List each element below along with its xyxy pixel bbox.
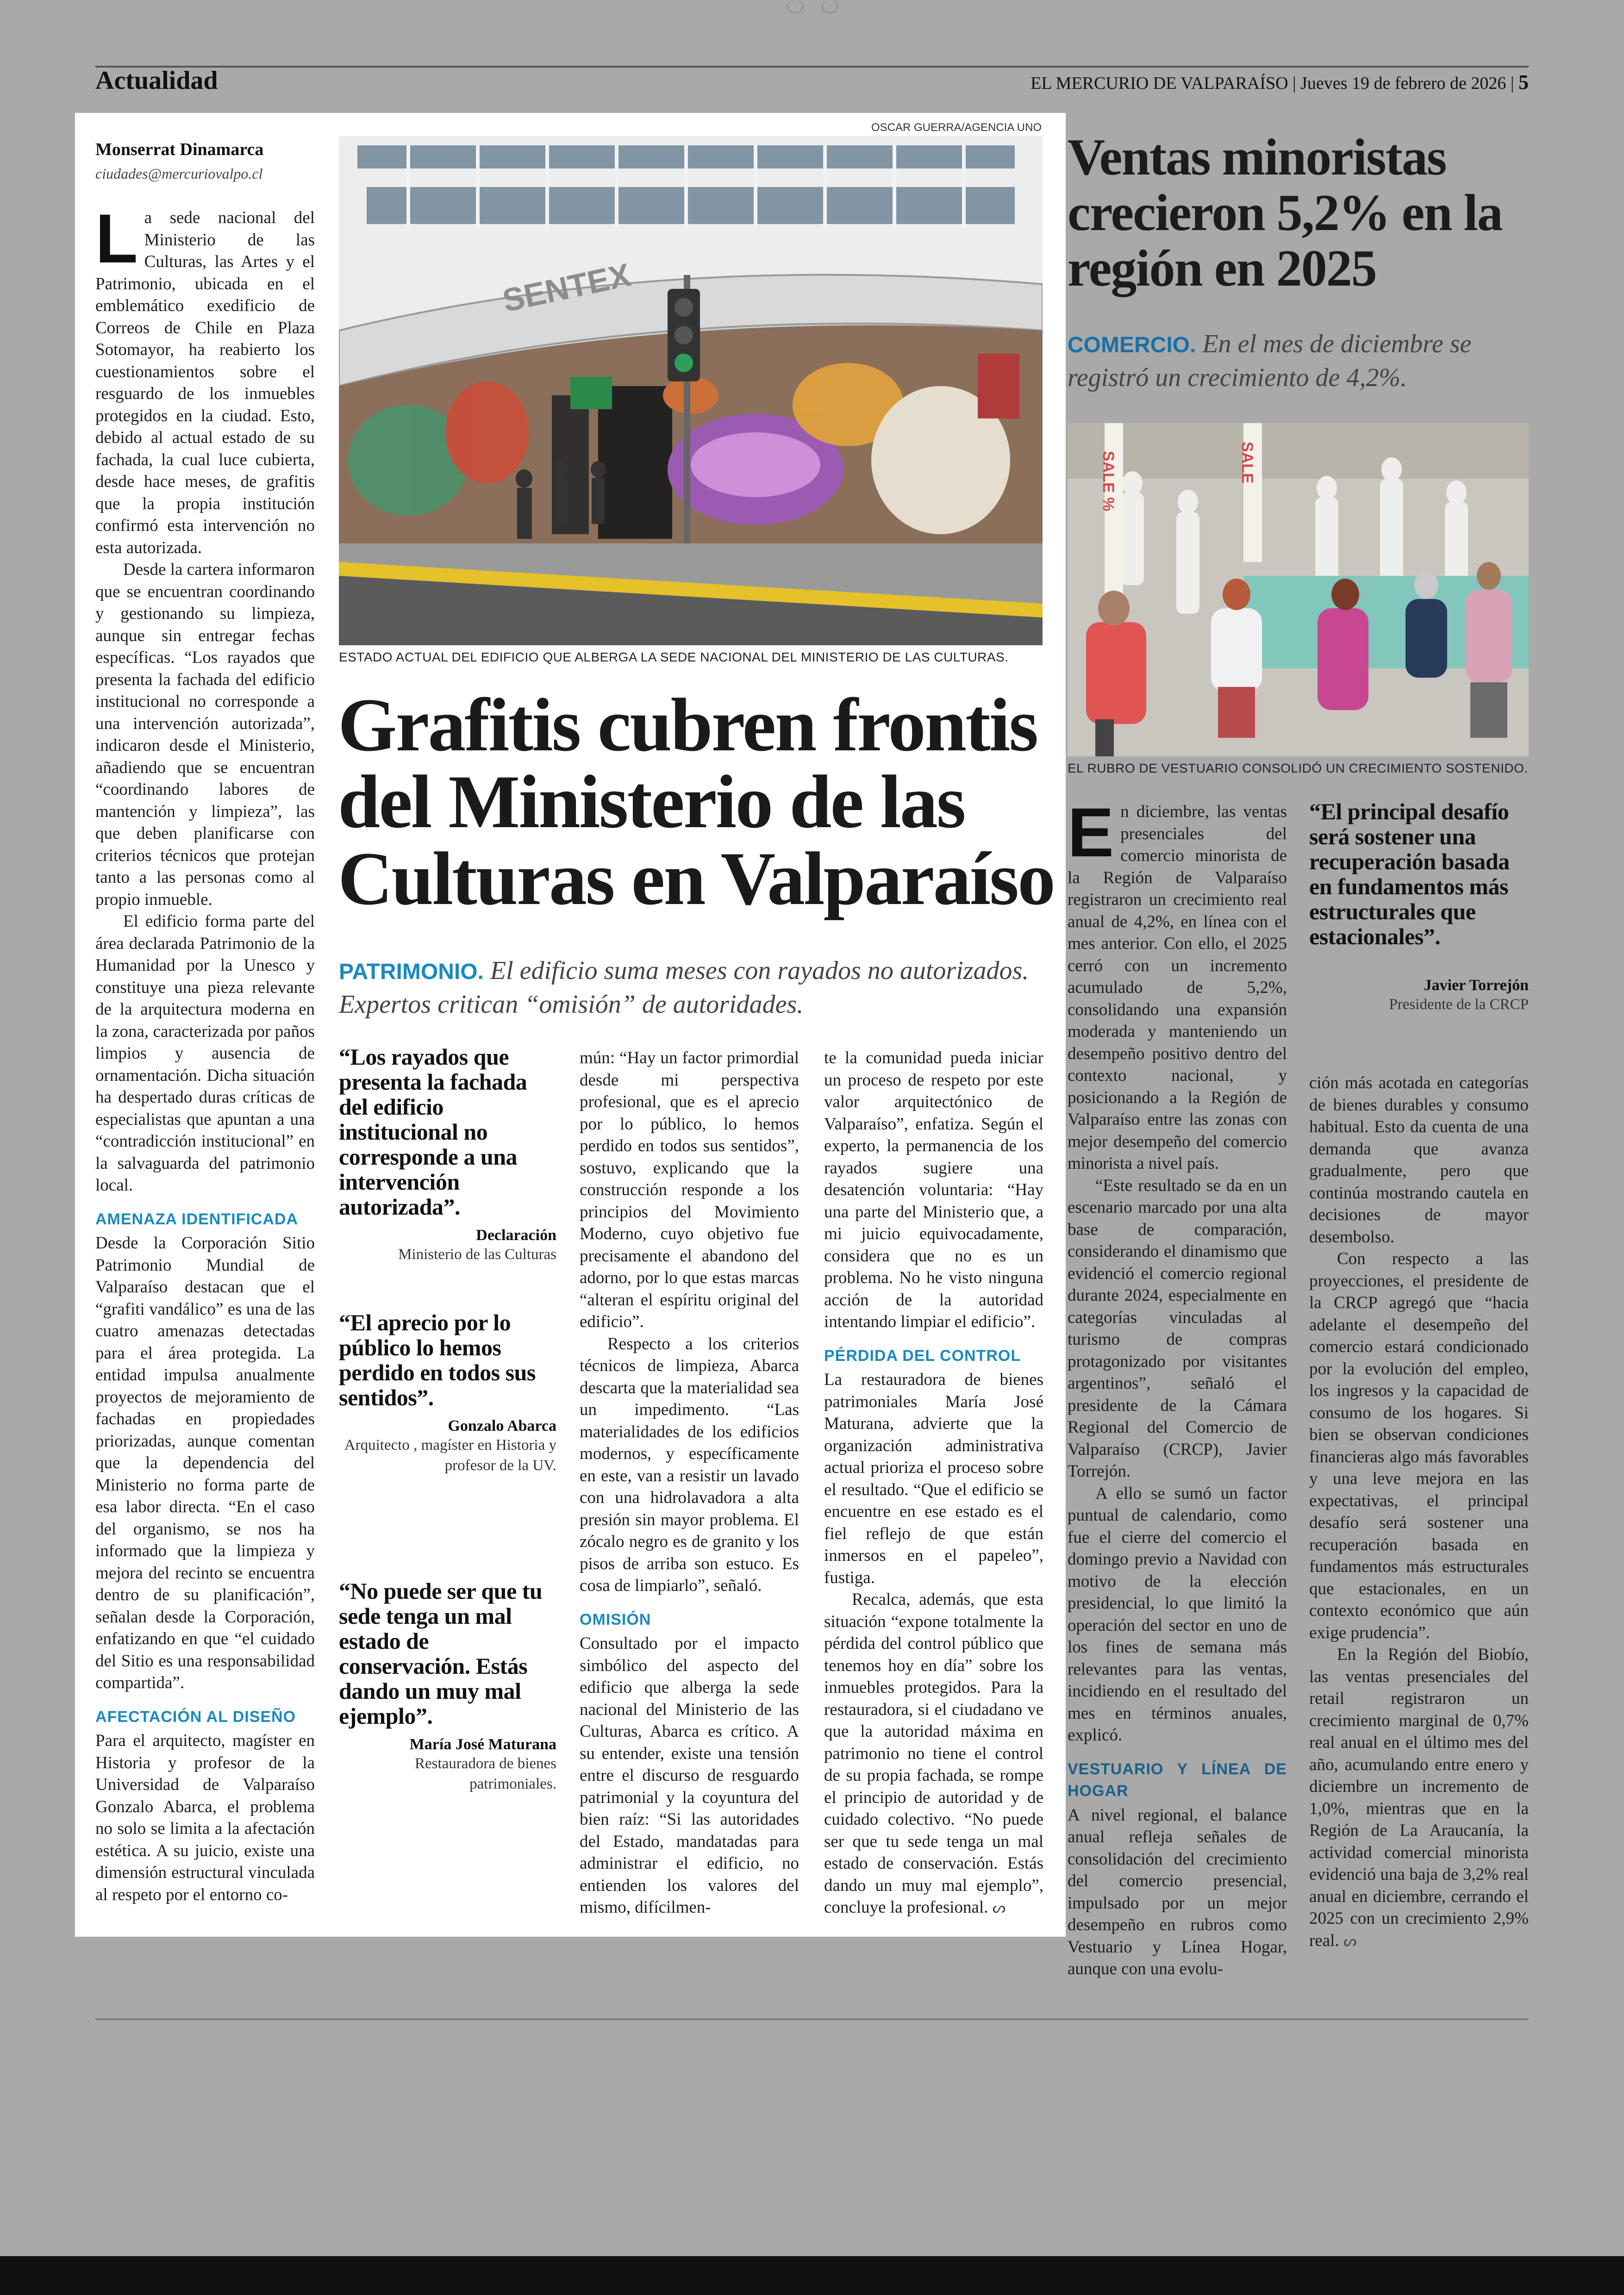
building-graffiti-illustration [339,136,1043,645]
byline-name: Monserrat Dinamarca [95,140,264,159]
paragraph: Consultado por el impacto simbólico del aspecto del edificio que alberga la sede nacional del Ministerio de las Culturas, Abarca es crítico. A su entender, existe una tensión entre el discurso de resguardo patrimonial y la coyuntura del bien raíz: “Si las autoridades del Estado, mandatadas para administrar el edificio, no entienden los valores del mismo, difícilmen- [580,1634,799,1917]
byline-email[interactable]: ciudades@mercuriovalpo.cl [95,165,263,182]
quote-author: Gonzalo Abarca [448,1417,556,1434]
side-article-colB [1309,1072,1529,1952]
pull-quote-3 [339,1578,556,1794]
photo-caption: ESTADO ACTUAL DEL EDIFICIO QUE ALBERGA LA SEDE NACIONAL DEL MINISTERIO DE LAS CULTURAS. [339,650,1009,664]
quote-text: “El aprecio por lo público lo hemos perdido en todos sus sentidos”. [339,1310,536,1410]
side-dek [1068,328,1521,394]
paragraph: La restauradora de bienes patrimoniales María José Maturana, advierte que la organización administrativa actual prioriza el proceso sobre el resultado. “Que el edificio se encuentre en ese estado es el fiel reflejo de que están inmersos en el papeleo”, fustiga. [824,1370,1043,1587]
photo-credit: OSCAR GUERRA/AGENCIA UNO [871,121,1042,134]
paragraph: A ello se sumó un factor puntual de calendario, como fue el cierre del comercio el domingo previo a Navidad con motivo de la elección presidencial, lo que limitó la operación del sector en uno de los fines de semana más relevantes para las ventas, incidiendo en el resultado del mes en términos anuales, explicó. [1068,1484,1287,1745]
paragraph: A nivel regional, el balance anual refleja señales de consolidación del crecimiento del comercio presencial, impulsado por un mejor desempeño en rubros como Vestuario y Línea Hogar, aunque con una evolu- [1068,1805,1287,1978]
paragraph: La sede nacional del Ministerio de las Culturas, las Artes y el Patrimonio, ubicada en el emblemático exedificio de Correos de Chile en Plaza Sotomayor, ha reabierto los cuestionamientos sobre el resguardo de los inmuebles protegidos en la ciudad. Esto, debido al actual estado de su fachada, la cual luce cubierta, desde hace meses, de grafitis que la propia institución confirmó esta intervención no esta autorizada. [95,200,315,557]
drop-cap: L [95,200,138,277]
paragraph: Para el arquitecto, magíster en Historia y profesor de la Universidad de Valparaíso Gonzalo Abarca, el problema no solo se limita a la afectación estética. A su juicio, existe una dimensión estructural vinculada al respeto por el entorno co- [95,1731,315,1904]
bottom-bar [0,2256,1624,2295]
dek-text: En el mes de diciembre se registró un crecimiento de 4,2%. [1068,330,1472,392]
quote-text: “El principal desafío será sostener una recuperación basada en fundamentos más estructurales que estacionales”. [1309,798,1510,949]
paragraph: Con respecto a las proyecciones, el presidente de la CRCP agregó que “hacia adelante el desempeño del comercio estará condicionado por la evolución del empleo, los ingresos y la capacidad de consumo de los hogares. Si bien se observan condiciones financieras algo más favorables y una leve mejora en las expectativas, el principal desafío será sostener una recuperación basada en fundamentos más estructurales que estacionales, en un contexto económico que aún exige prudencia”. [1309,1249,1529,1642]
header-rule [95,66,1529,68]
paragraph: ción más acotada en categorías de bienes durables y consumo habitual. Esto da cuenta de una demanda que avanza gradualmente, pero que continúa mostrando cautela en decisiones de mayor desembolso. [1309,1073,1529,1247]
end-mark-icon: ᔕ [992,1899,1006,1916]
paragraph: En la Región del Biobío, las ventas presenciales del retail registraron un crecimiento marginal de 0,7% real anual en el último mes del año, acumulando entre enero y diciembre un incremento de 1,0%, mientras que en la Región de La Araucanía, la actividad comercial minorista evidenció una baja de 3,2% real anual en diciembre, cerrando el 2025 con un crecimiento 2,9% real. ᔕ [1309,1645,1529,1950]
header-separator: | [1510,74,1514,93]
main-headline: Grafitis cubren frontis del Ministerio de las Culturas en Valparaíso [338,683,1055,921]
main-article-col3 [580,1047,799,1919]
newspaper-name: EL MERCURIO DE VALPARAÍSO [1031,74,1288,93]
quote-role: Presidente de la CRCP [1389,996,1529,1013]
building-sign: SENTEX [499,256,634,319]
kicker: COMERCIO. [1068,333,1196,357]
main-article-col4 [824,1047,1043,1919]
quote-author: María José Maturana [409,1736,556,1753]
drop-cap: E [1068,793,1114,871]
subheading: PÉRDIDA DEL CONTROL [824,1347,1021,1365]
subheading: VESTUARIO Y LÍNEA DE HOGAR [1068,1760,1287,1800]
dek-text: El edificio suma meses con rayados no autorizados. Expertos critican “omisión” de autoridades. [339,956,1029,1019]
subheading: OMISIÓN [580,1610,651,1628]
page-number: 5 [1518,71,1529,94]
quote-text: “Los rayados que presenta la fachada del edificio institucional no corresponde a una intervención autorizada”. [339,1044,527,1220]
building-photo [339,136,1043,645]
paragraph: Desde la cartera informaron que se encuentran coordinando y gestionando su limpieza, aunque sin entregar fechas específicas. “Los rayados que presenta la fachada del edificio institucional no corresponde a una intervención autorizada”, indicaron desde el Ministerio, añadiendo que se encuentran “coordinando labores de mantención y limpieza”, las que deben planificarse con criterios técnicos que protejan tanto a las personas como al propio inmueble. [95,560,315,909]
paragraph: El edificio forma parte del área declarada Patrimonio de la Humanidad por la Unesco y constituye una pieza relevante de la arquitectura moderna en la zona, caracterizada por paños limpios y ausencia de ornamentación. Dicha situación ha despertado duras críticas de especialistas que apuntan a una “contradicción institucional” en la salvaguarda del patrimonio local. [95,912,315,1195]
shop-sign-2: SALE [1238,442,1256,484]
pull-quote-2 [339,1310,556,1476]
section-title: Actualidad [95,66,218,95]
side-pull-quote [1309,799,1529,1015]
paragraph: Desde la Corporación Sitio Patrimonio Mundial de Valparaíso destacan que el “grafiti vandálico” es una de las cuatro amenazas detectadas para el área protegida. La entidad impulsa anualmente proyectos de mejoramiento de fachadas en propiedades priorizadas, aunque comentan que la dependencia del Ministerio no forma parte de esa labor directa. “En el caso del organismo, se nos ha informado que la limpieza y mejora del recinto se encuentra dentro de su planificación”, señalan desde la Corporación, enfatizando en que “el cuidado del Sitio es una responsabilidad compartida”. [95,1234,315,1692]
quote-role: Arquitecto , magíster en Historia y profesor de la UV. [344,1437,556,1474]
paragraph: En diciembre, las ventas presenciales del comercio minorista de la Región de Valparaíso registraron un crecimiento real anual de 4,2%, en línea con el mes anterior. Con ello, el 2025 cerró con un incremento acumulado de 5,2%, consolidando una expansión moderada y manteniendo un desempeño positivo dentro del contexto nacional, y posicionando a la Región de Valparaíso entre las zonas con mejor desempeño del comercio minorista a nivel país. [1068,793,1287,1173]
side-article-colA [1068,793,1287,1980]
paragraph: te la comunidad pueda iniciar un proceso de respeto por este valor arquitectónico de Valparaíso”, enfatiza. Según el experto, la permanencia de los rayados sugiere una desatención voluntaria: “Hay una parte del Ministerio que, a mi juicio equivocadamente, considera que no es un problema. No he visto ninguna acción de la autoridad intentando limpiar el edificio”. [824,1048,1043,1331]
end-mark-icon: ᔕ [1343,1932,1357,1950]
page-dot-icon[interactable] [822,0,838,13]
quote-role: Ministerio de las Culturas [398,1246,556,1263]
quote-text: “No puede ser que tu sede tenga un mal estado de conservación. Estás dando un muy mal ejemplo”. [339,1578,543,1729]
pull-quote-1 [339,1044,556,1265]
kicker: PATRIMONIO. [339,960,484,984]
quote-role: Restauradora de bienes patrimoniales. [414,1755,556,1792]
quote-author: Javier Torrejón [1424,977,1529,994]
side-headline: Ventas minoristas crecieron 5,2% en la región en 2025 [1068,129,1502,297]
header-info [1031,70,1529,94]
main-article-col1 [95,139,315,1906]
paragraph: mún: “Hay un factor primordial desde mi perspectiva profesional, que es el aprecio por lo público, lo hemos perdido en todos sus sentidos”, sostuvo, explicando que la construcción responde a los principios del Movimiento Moderno, cuyo objetivo fue precisamente el abandono del adorno, por lo que estas marcas “alteran el espíritu original del edificio”. [580,1048,799,1331]
store-photo-caption: EL RUBRO DE VESTUARIO CONSOLIDÓ UN CRECIMIENTO SOSTENIDO. [1068,761,1528,775]
main-dek [339,954,1052,1021]
paragraph: Recalca, además, que esta situación “expone totalmente la pérdida del control público que tenemos hoy en día” sobre los inmuebles protegidos. Para la restauradora, si el ciudadano ve que la autoridad máxima en patrimonio no tiene el control de su propia fachada, se rompe el principio de autoridad y de cuidado colectivo. “No puede ser que tu sede tenga un mal estado de conservación. Estás dando un muy mal ejemplo”, concluye la profesional. ᔕ [824,1590,1043,1917]
store-shoppers-illustration [1068,423,1529,756]
header-separator: | [1293,74,1296,93]
issue-date: Jueves 19 de febrero de 2026 [1300,74,1506,93]
paragraph: Respecto a los criterios técnicos de limpieza, Abarca descarta que la materialidad sea un impedimento. “Las materialidades de los edificios modernos, y específicamente en este, van a resistir un lavado con una hidrolavadora a alta presión sin mayor problema. El zócalo negro es de granito y los pisos de arriba son estuco. Es cosa de limpiarlo”, señaló. [580,1334,799,1595]
subheading: AMENAZA IDENTIFICADA [95,1210,299,1228]
footer-rule [95,2018,1529,2020]
page-indicator[interactable] [787,0,838,13]
quote-author: Declaración [476,1227,556,1244]
shop-sign-1: SALE % [1099,451,1117,511]
store-photo [1068,423,1529,756]
page-dot-icon[interactable] [787,0,804,13]
subheading: AFECTACIÓN AL DISEÑO [95,1708,296,1726]
paragraph: “Este resultado se da en un escenario marcado por una alta base de comparación, considerando el dinamismo que evidenció el comercio regional durante 2024, especialmente en categorías vinculadas al turismo de compras protagonizado por visitantes argentinos”, señaló el presidente de la Cámara Regional del Comercio de Valparaíso (CRCP), Javier Torrejón. [1068,1176,1287,1481]
